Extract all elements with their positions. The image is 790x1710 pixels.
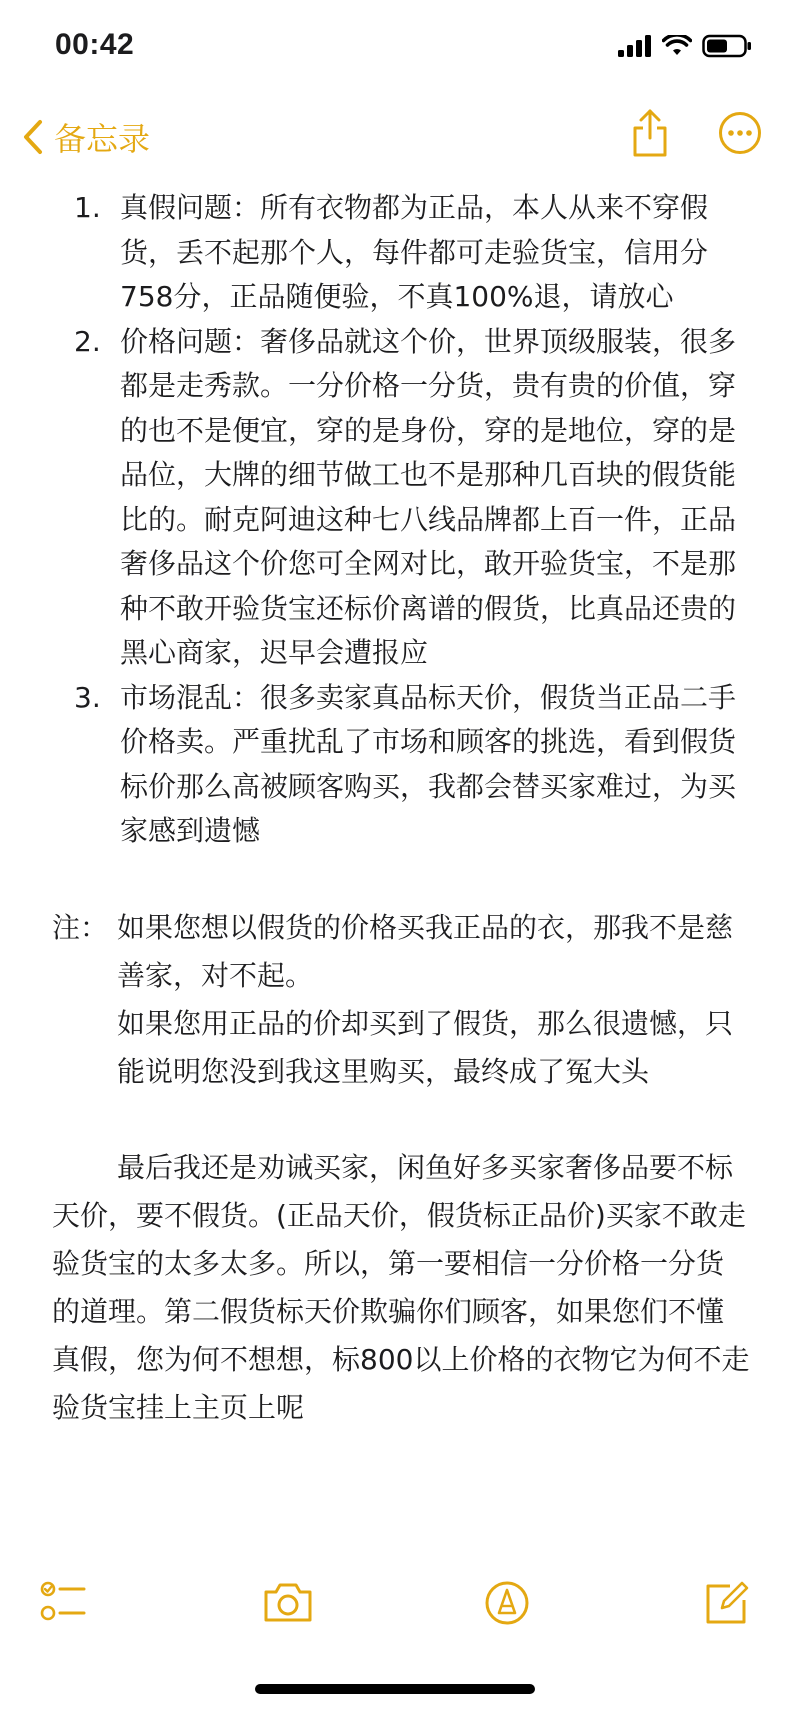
list-item-text: 真假问题：所有衣物都为正品，本人从来不穿假货，丢不起那个人，每件都可走验货宝，信用分758分，正品随便验，不真100%退，请放心 xyxy=(120,191,709,313)
chevron-left-icon xyxy=(22,119,44,155)
back-button[interactable] xyxy=(22,114,150,160)
back-label: 备忘录 xyxy=(54,120,151,158)
wifi-icon xyxy=(662,35,692,57)
note-body[interactable] xyxy=(0,186,790,1432)
compose-icon[interactable] xyxy=(702,1580,750,1626)
list-number: 2. xyxy=(74,324,101,358)
final-paragraph: 最后我还是劝诫买家，闲鱼好多买家奢侈品要不标天价，要不假货。(正品天价，假货标正品价)买家不敢走验货宝的太多太多。所以，第一要相信一分价格一分货的道理。第二假货标天价欺骗你们顾客，如果您们不懂真假，您为何不想想，标800以上价格的衣物它为何不走验货宝挂上主页上呢 xyxy=(52,1150,750,1424)
list-item xyxy=(0,186,790,320)
list-item-text: 价格问题：奢侈品就这个价，世界顶级服装，很多都是走秀款。一分价格一分货，贵有贵的价值，穿的也不是便宜，穿的是身份，穿的是地位，穿的是品位，大牌的细节做工也不是那种几百块的假货能比的。耐克阿迪这种七八线品牌都上百一件，正品奢侈品这个价您可全网对比，敢开验货宝，不是那种不敢开验货宝还标价离谱的假货，比真品还贵的黑心商家，迟早会遭报应 xyxy=(120,324,737,669)
home-indicator[interactable] xyxy=(255,1684,535,1694)
status-bar xyxy=(0,0,790,95)
note-line-1: 如果您想以假货的价格买我正品的衣，那我不是慈善家，对不起。 xyxy=(117,910,734,992)
list-item xyxy=(0,320,790,676)
list-number: 3. xyxy=(74,680,101,714)
list-item-text: 市场混乱：很多卖家真品标天价，假货当正品二手价格卖。严重扰乱了市场和顾客的挑选，看到假货标价那么高被顾客购买，我都会替买家难过，为买家感到遗憾 xyxy=(120,680,737,847)
battery-icon xyxy=(702,34,752,58)
camera-icon[interactable] xyxy=(262,1580,314,1624)
navigation-bar xyxy=(0,100,790,170)
nav-actions xyxy=(630,108,762,158)
more-options-icon[interactable] xyxy=(718,111,762,155)
checklist-icon[interactable] xyxy=(40,1580,90,1624)
status-time: 00:42 xyxy=(55,28,135,61)
note-remark xyxy=(0,904,790,1096)
note-line-2: 如果您用正品的价却买到了假货，那么很遗憾，只能说明您没到我这里购买，最终成了冤大头 xyxy=(117,1006,734,1088)
cellular-signal-icon xyxy=(618,35,652,57)
list-item xyxy=(0,676,790,854)
list-number: 1. xyxy=(74,191,101,224)
note-label: 注： xyxy=(52,910,109,944)
numbered-list xyxy=(0,186,790,854)
status-icons xyxy=(618,34,752,58)
bottom-toolbar xyxy=(0,1570,790,1640)
share-icon[interactable] xyxy=(630,108,670,158)
markup-pen-icon[interactable] xyxy=(484,1580,530,1626)
